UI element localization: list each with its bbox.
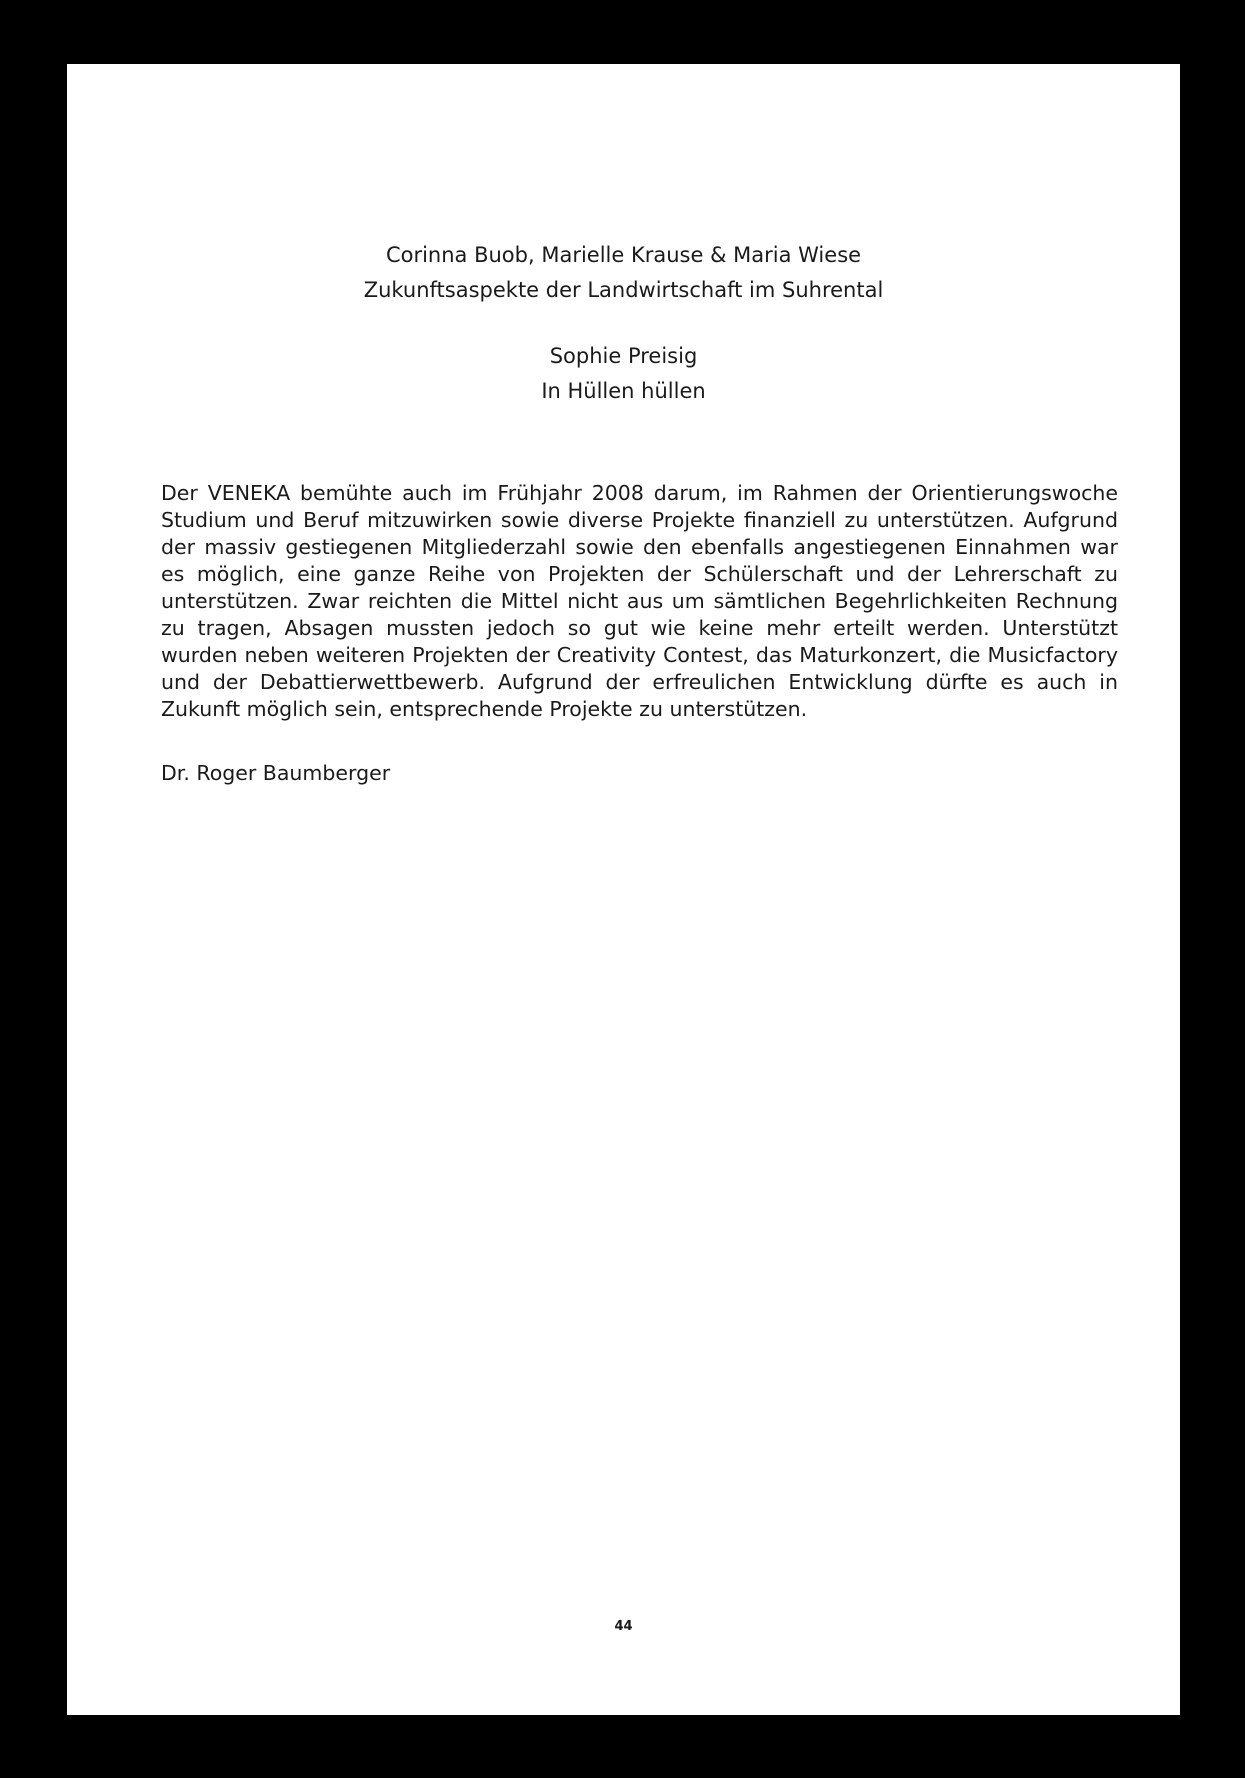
signature: Dr. Roger Baumberger	[161, 761, 391, 785]
project-entry-1	[67, 238, 1180, 308]
project-entry-2	[67, 339, 1180, 409]
project-authors: Corinna Buob, Marielle Krause & Maria Wiese	[385, 243, 862, 267]
body-paragraph: Der VENEKA bemühte auch im Frühjahr 2008 darum, im Rahmen der Orientierungswoche Studium und Beruf mitzuwirken sowie diverse Projekte finanziell zu unterstützen. Aufgrund der massiv gestiegenen Mitgliederzahl sowie den ebenfalls angestiegenen Einnahmen war es möglich, eine ganze Reihe von Projekten der Schülerschaft und der Lehrerschaft zu unterstützen. Zwar reichten die Mittel nicht aus um sämtlichen Begehrlichkeiten Rechnung zu tragen, Absagen mussten jedoch so gut wie keine mehr erteilt werden. Unterstützt wurden neben weiteren Projekten der Creativity Contest, das Maturkonzert, die Musicfactory und der Debattierwettbewerb. Aufgrund der erfreulichen Entwicklung dürfte es auch in Zukunft möglich sein, entsprechende Projekte zu unterstützen.	[161, 481, 1118, 721]
project-title: In Hüllen hüllen	[541, 379, 706, 403]
project-authors: Sophie Preisig	[549, 344, 698, 368]
page-number: 44	[614, 1619, 633, 1634]
project-title: Zukunftsaspekte der Landwirtschaft im Suhrental	[363, 278, 884, 302]
document-page	[67, 64, 1180, 1715]
